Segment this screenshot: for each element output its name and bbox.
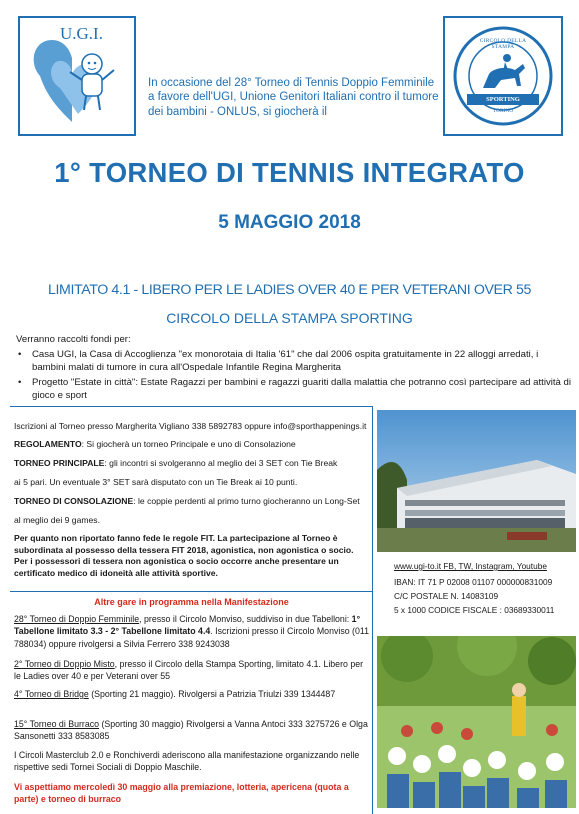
principale-text: : gli incontri si svolgeranno al meglio dei 3 SET con Tie Break: [104, 458, 338, 468]
bullet-dot-icon: •: [18, 349, 22, 360]
event-text: (Sporting 30 maggio) Rivolgersi a Vanna Antoci 333 3275726 e Olga Sansonetti 333 8583085: [14, 719, 368, 742]
divider-middle: [10, 591, 373, 592]
website-link[interactable]: www.ugi-to.it FB, TW, Instagram, Youtube: [394, 561, 547, 571]
subtitle-limits: LIMITATO 4.1 - LIBERO PER LE LADIES OVER 40 E PER VETERANI OVER 55: [48, 282, 531, 298]
event-doppio-misto: [14, 658, 369, 683]
stampa-ring-text: CIRCOLO DELLA STAMPA: [479, 38, 527, 50]
principale-label: TORNEO PRINCIPALE: [14, 458, 105, 468]
circolo-stampa-logo: [443, 16, 563, 136]
event-title: 15° Torneo di Burraco: [14, 719, 100, 729]
divider-vertical: [372, 406, 373, 814]
event-doppio-femminile: [14, 613, 369, 650]
children-event-photo: [377, 636, 576, 808]
divider-top: [10, 406, 373, 407]
funds-bullet-casa-ugi: [16, 348, 574, 375]
closing-invite: Vi aspettiamo mercoledì 30 maggio alla premiazione, lotteria, apericena (quota a parte) e torneo di burraco: [14, 782, 349, 805]
regolamento-text: : Si giocherà un torneo Principale e uno di Consolazione: [81, 439, 296, 449]
intro-text: In occasione del 28° Torneo di Tennis Doppio Femminile a favore dell'UGI, Unione Genitori Italiani contro il tumore dei bambini - ONLUS, si giocherà il: [148, 77, 439, 118]
funds-bullet-estate: [16, 376, 574, 403]
event-title: 4° Torneo di Bridge: [14, 689, 89, 699]
principale-line-2: ai 5 pari. Un eventuale 3° SET sarà disputato con un Tie Break ai 10 punti.: [14, 477, 298, 487]
principale-line: [14, 457, 369, 469]
event-text: , presso il Circolo della Stampa Sporting, limitato 4.1. Libero per le Ladies over 40 e per Veterani over 55: [14, 659, 364, 682]
event-text-2: . Iscrizioni presso il Circolo Monviso (011 788034) oppure rivolgersi a Silvia Ferrero 338 9243038: [14, 626, 370, 649]
circoli-note: I Circoli Masterclub 2.0 e Ronchiverdi aderiscono alla manifestazione organizzando nelle rispettive sedi Tornei Sociali di Doppio Maschile.: [14, 750, 360, 773]
funds-bullet-text: Progetto "Estate in città": Estate Ragazzi per bambini e ragazzi guariti dalla malattia che potranno così partecipare ad attività di gioco e sport: [32, 377, 572, 402]
event-text: , presso il Circolo Monviso, suddiviso in due Tabelloni:: [139, 614, 350, 624]
page-title: 1° TORNEO DI TENNIS INTEGRATO: [54, 157, 525, 188]
iscrizioni-text: Iscrizioni al Torneo presso Margherita Vigliano 338 5892783 oppure info@sporthappenings.it: [14, 421, 367, 431]
event-title: 28° Torneo di Doppio Femminile: [14, 614, 140, 624]
regolamento-label: REGOLAMENTO: [14, 439, 82, 449]
club-building-photo: [377, 410, 576, 552]
event-text: (Sporting 21 maggio). Rivolgersi a Patrizia Triulzi 339 1344487: [88, 689, 336, 699]
contacts-cf: 5 x 1000 CODICE FISCALE : 03689330011: [394, 605, 555, 615]
regolamento-line: [14, 438, 369, 450]
ugi-logo-text: U.G.I.: [60, 24, 103, 43]
consolazione-line: [14, 495, 369, 507]
contacts-social: [394, 560, 576, 574]
contacts-iban: IBAN: IT 71 P 02008 01107 000000831009: [394, 577, 553, 587]
stampa-ribbon-text: SPORTING: [486, 96, 520, 103]
event-tabelloni: 1° Tabellone limitato 3.3 - 2° Tabellone limitato 4.4: [14, 614, 361, 637]
other-events-heading: Altre gare in programma nella Manifestazione: [94, 597, 289, 607]
funds-bullet-text: Casa UGI, la Casa di Accoglienza "ex monorotaia di Italia '61" che dal 2006 ospita gratuitamente in 22 alloggi arredati, i bambini malati di tumore in cura all'Ospedale Infantile Regina Margherita: [32, 349, 539, 374]
event-burraco: [14, 718, 369, 743]
subtitle-venue: CIRCOLO DELLA STAMPA SPORTING: [166, 310, 413, 326]
horse-rider-icon: [445, 18, 561, 134]
event-bridge: [14, 688, 369, 700]
ugi-logo: [18, 16, 136, 136]
consolazione-text: : le coppie perdenti al primo turno giocheranno un Long-Set: [133, 496, 360, 506]
consolazione-line-2: al meglio dei 9 games.: [14, 515, 100, 525]
fit-note: Per quanto non riportato fanno fede le regole FIT. La partecipazione al Torneo è subordinata al possesso della tessera FIT 2018, agonistica, non agonistica o socio. Per i possessori di tessera non agonistica o socio occorre anche presentare un certificato medico di idoneità alle attività sportive.: [14, 533, 354, 578]
bullet-dot-icon: •: [18, 377, 22, 388]
event-date: 5 MAGGIO 2018: [218, 212, 361, 233]
funds-heading: Verranno raccolti fondi per:: [16, 334, 131, 345]
stampa-city-text: TORINO: [492, 108, 514, 114]
consolazione-label: TORNEO DI CONSOLAZIONE: [14, 496, 134, 506]
event-title: 2° Torneo di Doppio Misto: [14, 659, 115, 669]
contacts-postale: C/C POSTALE N. 14083109: [394, 591, 499, 601]
